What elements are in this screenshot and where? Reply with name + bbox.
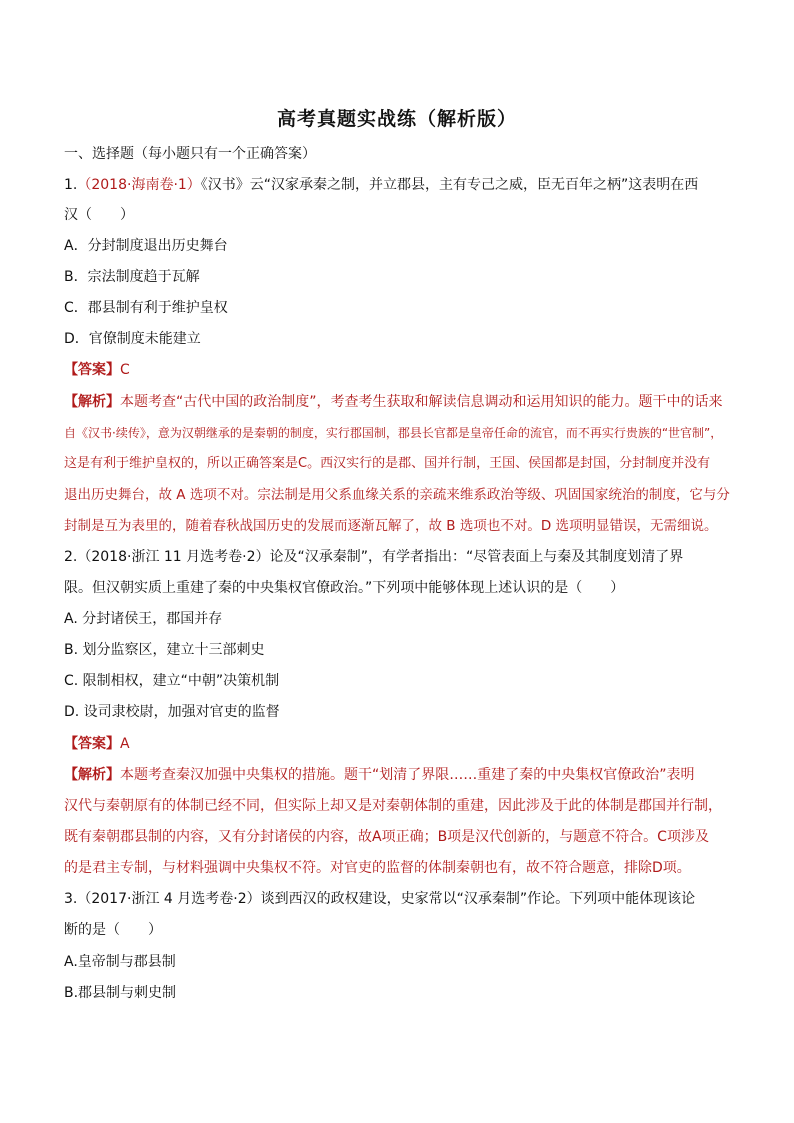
question-2-option-c: C. 限制相权，建立“中朝”决策机制: [64, 673, 280, 689]
question-2-option-b: B. 划分监察区，建立十三部刺史: [64, 642, 265, 658]
question-3-option-a: A.皇帝制与郡县制: [64, 954, 176, 970]
question-text: 《汉书》云“汉家承秦之制，并立郡县，主有专己之威，臣无百年之柄”这表明在西: [200, 177, 699, 193]
answer-value: A: [120, 736, 130, 752]
question-2-analysis-line-4: 的是君主专制，与材料强调中央集权不符。对官吏的监督的体制秦朝也有，故不符合题意，排除D项。: [64, 860, 691, 876]
analysis-label: 【解析】: [64, 394, 120, 410]
question-3-stem-line-1: [64, 889, 732, 909]
answer-value: C: [120, 362, 130, 378]
question-2-answer: [64, 734, 732, 754]
question-1-option-b: B．宗法制度趋于瓦解: [64, 269, 200, 285]
question-number: 3.: [64, 891, 78, 907]
question-1-stem-line-1: [64, 175, 732, 195]
question-1-analysis-line-4: 退出历史舞台，故 A 选项不对。宗法制是用父系血缘关系的亲疏来维系政治等级、巩固国家统治的制度，它与分: [64, 487, 730, 503]
question-1-analysis-line-2: 自《汉书·续传》，意为汉朝继承的是秦朝的制度，实行郡国制，郡县长官都是皇帝任命的流官，而不再实行贵族的“世官制”，: [64, 426, 723, 440]
question-1-analysis-line-1: [64, 392, 732, 412]
question-source: （2017·浙江 4 月选考卷·2）: [77, 891, 261, 907]
answer-label: 【答案】: [64, 736, 120, 752]
question-1-option-a: A．分封制度退出历史舞台: [64, 238, 228, 254]
question-number: 1.: [64, 177, 78, 193]
question-1-answer: [64, 360, 732, 380]
question-source: （2018·浙江 11 月选考卷·2）: [77, 549, 270, 565]
question-2-option-a: A. 分封诸侯王，郡国并存: [64, 611, 223, 627]
question-1-option-d: D．官僚制度未能建立: [64, 331, 201, 347]
analysis-text: 本题考查秦汉加强中央集权的措施。题干“划清了界限……重建了秦的中央集权官僚政治”表明: [120, 767, 695, 783]
question-1-stem-line-2: 汉（ ）: [64, 207, 134, 223]
question-1-analysis-line-3: 这是有利于维护皇权的，所以正确答案是C。西汉实行的是郡、国并行制，王国、侯国都是封国，分封制度并没有: [64, 456, 711, 471]
question-2-analysis-line-3: 既有秦朝郡县制的内容，又有分封诸侯的内容，故A项正确；B项是汉代创新的，与题意不符合。C项涉及: [64, 829, 709, 845]
analysis-label: 【解析】: [64, 767, 120, 783]
question-text: 谈到西汉的政权建设，史家常以“汉承秦制”作论。下列项中能体现该论: [260, 891, 696, 907]
page-title: 高考真题实战练（解析版）: [276, 108, 517, 130]
question-2-analysis-line-1: [64, 765, 732, 785]
question-text: 论及“汉承秦制”，有学者指出：“尽管表面上与秦及其制度划清了界: [269, 549, 684, 565]
answer-label: 【答案】: [64, 362, 120, 378]
question-2-stem-line-1: [64, 547, 732, 567]
question-source: （2018·海南卷·1）: [77, 177, 201, 193]
question-3-option-b: B.郡县制与刺史制: [64, 985, 177, 1001]
question-2-option-d: D. 设司隶校尉，加强对官吏的监督: [64, 704, 280, 720]
question-1-option-c: C．郡县制有利于维护皇权: [64, 300, 228, 316]
question-3-stem-line-2: 断的是（ ）: [64, 922, 162, 938]
analysis-text: 本题考查“古代中国的政治制度”，考查考生获取和解读信息调动和运用知识的能力。题干中的话来: [120, 394, 723, 410]
question-1-analysis-line-5: 封制是互为表里的，随着春秋战国历史的发展而逐渐瓦解了，故 B 选项也不对。D 选项明显错误，无需细说。: [64, 518, 718, 534]
question-2-stem-line-2: 限。但汉朝实质上重建了秦的中央集权官僚政治。”下列项中能够体现上述认识的是（ ）: [64, 580, 625, 596]
section-heading: 一、选择题（每小题只有一个正确答案）: [64, 146, 316, 162]
question-2-analysis-line-2: 汉代与秦朝原有的体制已经不同，但实际上却又是对秦朝体制的重建，因此涉及于此的体制是郡国并行制，: [64, 798, 722, 814]
question-number: 2.: [64, 549, 78, 565]
